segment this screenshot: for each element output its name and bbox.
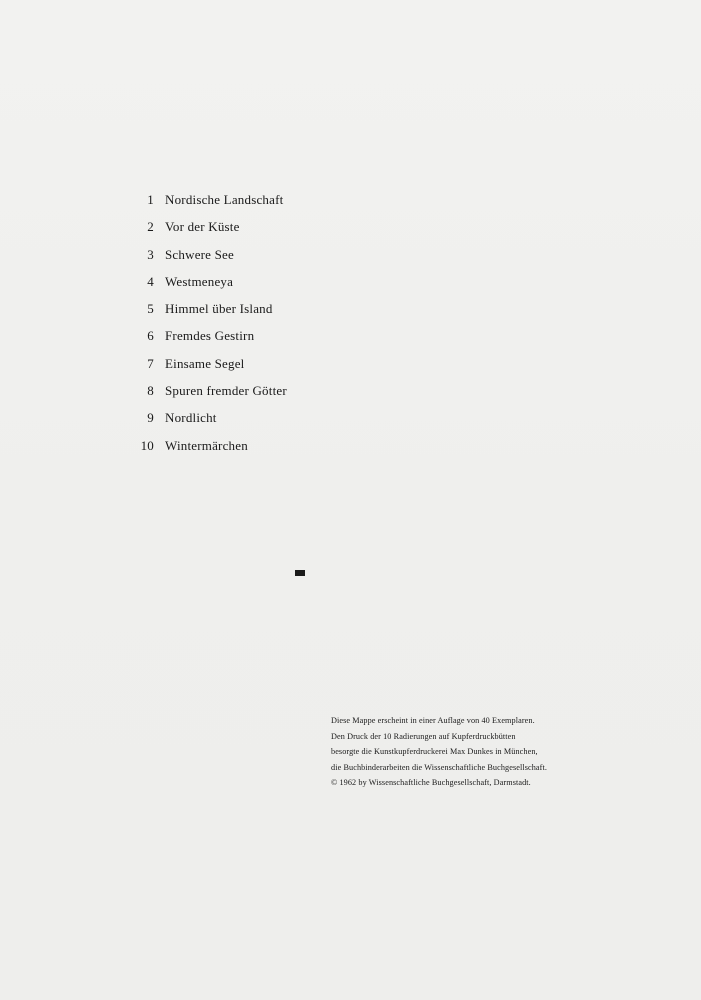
entry-title: Schwere See bbox=[165, 246, 234, 262]
entry-number: 4 bbox=[147, 273, 154, 289]
entry-title: Spuren fremder Götter bbox=[165, 383, 287, 399]
entry-number: 7 bbox=[147, 355, 154, 371]
entry-number: 2 bbox=[147, 219, 154, 235]
entry-title: Wintermärchen bbox=[165, 437, 248, 453]
entry-title: Himmel über Island bbox=[165, 301, 273, 317]
colophon-line: die Buchbinderarbeiten die Wissenschaftliche Buchgesellschaft. bbox=[331, 762, 548, 772]
contents-entry bbox=[136, 326, 396, 353]
entry-title: Westmeneya bbox=[165, 273, 234, 289]
entry-number: 5 bbox=[147, 301, 154, 317]
contents-entry bbox=[136, 272, 396, 299]
printer-mark bbox=[295, 570, 305, 576]
entry-number: 10 bbox=[140, 437, 154, 453]
entry-number: 3 bbox=[147, 246, 154, 262]
contents-entry bbox=[136, 217, 396, 244]
entry-title: Nordische Landschaft bbox=[165, 192, 284, 207]
entry-number: 1 bbox=[147, 192, 154, 207]
entry-number: 8 bbox=[147, 383, 154, 399]
contents-entry bbox=[136, 381, 396, 408]
contents-entry bbox=[136, 190, 396, 217]
colophon-line: © 1962 by Wissenschaftliche Buchgesellschaft, Darmstadt. bbox=[331, 778, 531, 787]
entry-title: Fremdes Gestirn bbox=[165, 328, 255, 344]
colophon-line: Diese Mappe erscheint in einer Auflage von 40 Exemplaren. bbox=[331, 716, 535, 725]
colophon-line: Den Druck der 10 Radierungen auf Kupferdruckbütten bbox=[331, 731, 516, 741]
contents-entry bbox=[136, 408, 396, 435]
contents-entry bbox=[136, 436, 396, 463]
entry-title: Nordlicht bbox=[165, 410, 217, 426]
entry-title: Einsame Segel bbox=[165, 355, 245, 371]
table-of-contents bbox=[136, 190, 396, 463]
contents-entry bbox=[136, 299, 396, 326]
entry-number: 6 bbox=[147, 328, 154, 344]
contents-entry bbox=[136, 245, 396, 272]
entry-title: Vor der Küste bbox=[165, 219, 240, 235]
contents-entry bbox=[136, 354, 396, 381]
colophon bbox=[331, 713, 671, 791]
entry-number: 9 bbox=[147, 410, 154, 426]
colophon-line: besorgte die Kunstkupferdruckerei Max Dunkes in München, bbox=[331, 747, 538, 756]
